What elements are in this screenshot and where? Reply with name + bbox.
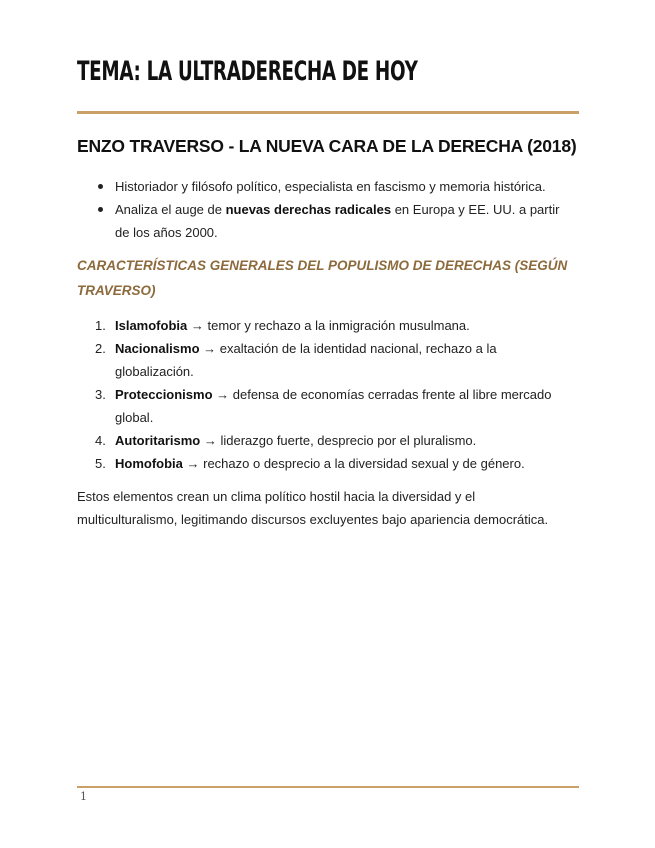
bullet-bold-text: nuevas derechas radicales [225, 202, 392, 217]
characteristic-description: → exaltación de la identidad nacional, rechazo a la globalización. [115, 341, 497, 379]
list-item [77, 383, 577, 429]
list-item [77, 337, 577, 383]
section-heading: ENZO TRAVERSO - LA NUEVA CARA DE LA DERECHA (2018) [77, 136, 577, 156]
list-item [77, 175, 577, 198]
characteristic-description: → rechazo o desprecio a la diversidad sexual y de género. [182, 456, 525, 471]
list-number: 4. [95, 433, 106, 448]
characteristic-term: Proteccionismo [115, 387, 213, 402]
bullet-list [77, 175, 577, 244]
characteristic-term: Homofobia [115, 456, 183, 471]
bullet-text-before: Analiza el auge de [115, 202, 226, 217]
bullet-text: Historiador y filósofo político, especialista en fascismo y memoria histórica. [115, 179, 546, 194]
closing-paragraph: Estos elementos crean un clima político hostil hacia la diversidad y el multiculturalismo, legitimando discursos excluyentes bajo apariencia democrática. [77, 489, 549, 527]
list-number: 2. [95, 341, 106, 356]
page-title: TEMA: LA ULTRADERECHA DE HOY [77, 56, 418, 87]
bullet-icon [98, 184, 103, 189]
document-body [77, 131, 577, 531]
characteristic-term: Nacionalismo [115, 341, 200, 356]
bullet-icon [98, 207, 103, 212]
characteristics-heading: CARACTERÍSTICAS GENERALES DEL POPULISMO DE DERECHAS (SEGÚN TRAVERSO) [77, 258, 568, 298]
bullet-text-after: en Europa y EE. UU. a partir de los años 2000. [115, 202, 560, 240]
list-item [77, 452, 577, 475]
page-number: 1 [80, 790, 87, 803]
title-divider [77, 111, 579, 114]
list-number: 5. [95, 456, 106, 471]
characteristic-description: → defensa de economías cerradas frente al libre mercado global. [115, 387, 552, 425]
characteristic-term: Autoritarismo [115, 433, 201, 448]
characteristic-description: → temor y rechazo a la inmigración musulmana. [187, 318, 470, 333]
characteristics-list [77, 314, 577, 475]
list-item [77, 198, 577, 244]
list-item [77, 429, 577, 452]
footer-divider [77, 786, 579, 788]
characteristic-description: → liderazgo fuerte, desprecio por el pluralismo. [200, 433, 477, 448]
list-number: 1. [95, 318, 106, 333]
list-item [77, 314, 577, 337]
characteristic-term: Islamofobia [115, 318, 188, 333]
list-number: 3. [95, 387, 106, 402]
